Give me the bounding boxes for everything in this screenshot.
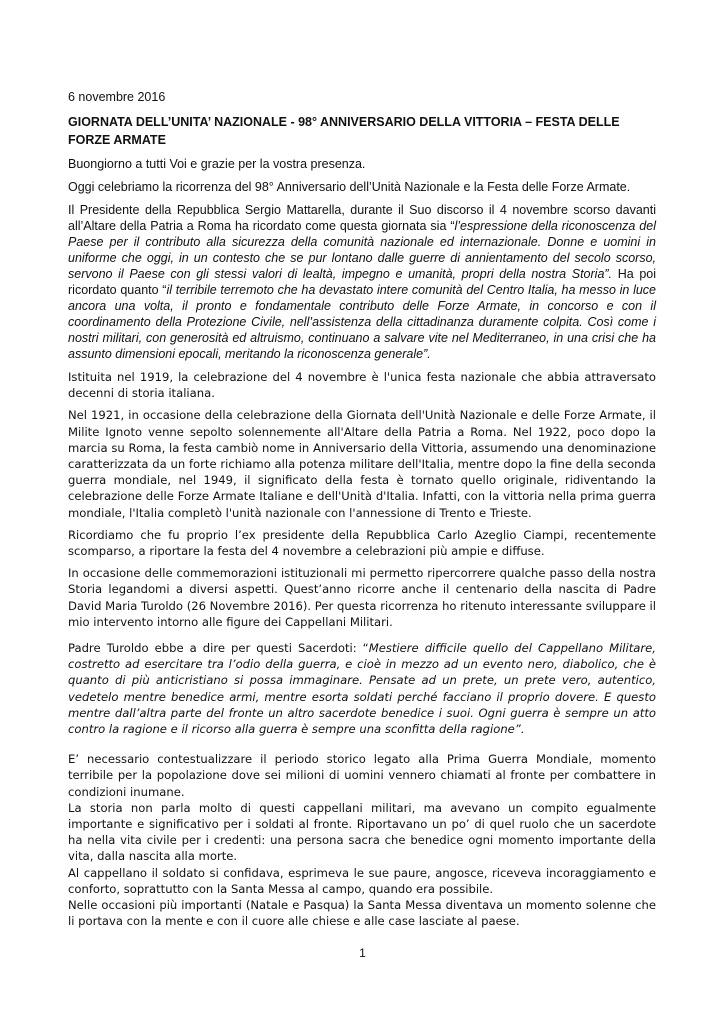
turoldo-quote-intro: Padre Turoldo ebbe a dire per questi Sacerdoti: “ [68, 641, 369, 656]
paragraph-occasioni: Nelle occasioni più importanti (Natale e Pasqua) la Santa Messa diventava un momento solenne che li portava con la mente e con il cuore alle chiese e alle case lasciate al paese. [68, 898, 656, 929]
president-paragraph [68, 202, 656, 362]
intro-paragraph: Oggi celebriamo la ricorrenza del 98° Anniversario dell’Unità Nazionale e la Festa delle Forze Armate. [68, 180, 631, 194]
paragraph-1921: Nel 1921, in occasione della celebrazione della Giornata dell'Unità Nazionale e delle Forze Armate, il Milite Ignoto venne sepolto solennemente all'Altare della Patria a Roma. Nel 1922, poco dopo la marcia su Roma, la festa cambiò nome in Anniversario della Vittoria, assumendo una denominazione caratterizzata da un forte richiamo alla potenza militare dell'Italia, mentre dopo la fine della seconda guerra mondiale, nel 1949, il significato della festa è tornato quello originale, ridiventando la celebrazione delle Forze Armate Italiane e dell'Unità d'Italia. Infatti, con la vittoria nella prima guerra mondiale, l'Italia completò l'unità nazionale con l'annessione di Trento e Trieste. [68, 408, 656, 520]
paragraph-turoldo: In occasione delle commemorazioni istituzionali mi permetto ripercorrere qualche passo della nostra Storia legandomi a diversi aspetti. Quest’anno ricorre anche il centenario della nascita di Padre David Maria Turoldo (26 Novembre 2016). Per questa ricorrenza ho ritenuto interessante sviluppare il mio intervento intorno alle figure dei Cappellani Militari. [68, 566, 656, 629]
paragraph-1919: Istituita nel 1919, la celebrazione del 4 novembre è l'unica festa nazionale che abbia attraversato decenni di storia italiana. [68, 370, 656, 401]
paragraph-storia: La storia non parla molto di questi cappellani militari, ma avevano un compito egualmente importante e significativo per i soldati al fronte. Riportavano un po’ di quel ruolo che un sacerdote ha nella vita civile per i credenti: una persona sacra che benedice ogni momento importante della vita, dalla nascita alla morte. [68, 800, 656, 864]
document-title: GIORNATA DELL’UNITA’ NAZIONALE - 98° ANNIVERSARIO DELLA VITTORIA – FESTA DELLE FORZE ARMATE [68, 115, 620, 147]
turoldo-quote-paragraph [68, 640, 656, 737]
page-number: 1 [359, 946, 366, 960]
paragraph-context: E’ necessario contestualizzare il periodo storico legato alla Prima Guerra Mondiale, momento terribile per la popolazione dove sei milioni di uomini vennero chiamati al fronte per combattere in condizioni inumane. [68, 752, 656, 799]
president-quote-1: l’espressione della riconoscenza del Paese per il contributo alla sicurezza della comunità nazionale ed internazionale. Donne e uomini in uniforme che oggi, in un contesto che se pur lontano dalle guerre di annientamento del secolo scorso, servono il Paese con gli stessi valori di lealtà, impegno e umanità, propri della nostra Storia”. [68, 219, 656, 281]
paragraph-cappellano: Al cappellano il soldato si confidava, esprimeva le sue paure, angosce, riceveva incoraggiamento e conforto, soprattutto con la Santa Messa al campo, quando era possibile. [68, 865, 656, 896]
president-text-1: Il Presidente della Repubblica Sergio Mattarella, durante il Suo discorso il 4 novembre scorso davanti all’Altare della Patria a Roma ha ricordato come questa giornata sia “ [68, 203, 656, 233]
president-quote-2: il terribile terremoto che ha devastato intere comunità del Centro Italia, ha messo in luce ancora una volta, il pronto e fondamentale contributo delle Forze Armate, in concorso e con il coordinamento della Protezione Civile, nell’assistenza della cittadinanza duramente colpita. Così come i nostri militari, con generosità ed altruismo, continuano a salvare vite nel Mediterraneo, in una crisi che ha assunto dimensioni epocali, meritando la riconoscenza generale”. [68, 283, 656, 361]
president-text-2: Ha poi ricordato quanto “ [68, 267, 657, 297]
paragraph-ciampi: Ricordiamo che fu proprio l’ex presidente della Repubblica Carlo Azeglio Ciampi, recentemente scomparso, a riportare la festa del 4 novembre a celebrazioni più ampie e diffuse. [68, 527, 656, 559]
turoldo-quote-text: Mestiere difficile quello del Cappellano Militare, costretto ad esercitare tra l’odio della guerra, e cioè in mezzo ad un evento nero, diabolico, che è quanto di più anticristiano si possa immaginare. Pensate ad un prete, un prete vero, autentico, vedetelo mentre benedice armi, mentre esorta soldati perché facciano il proprio dovere. E questo mentre dall’altra parte del fronte un altro sacerdote benedice i suoi. Ogni guerra è sempre un atto contro la ragione e il ricorso alla guerra è sempre una sconfitta della ragione”. [68, 641, 656, 737]
document-date: 6 novembre 2016 [68, 90, 166, 104]
document-page [68, 90, 656, 930]
greeting-paragraph: Buongiorno a tutti Voi e grazie per la vostra presenza. [68, 157, 366, 171]
